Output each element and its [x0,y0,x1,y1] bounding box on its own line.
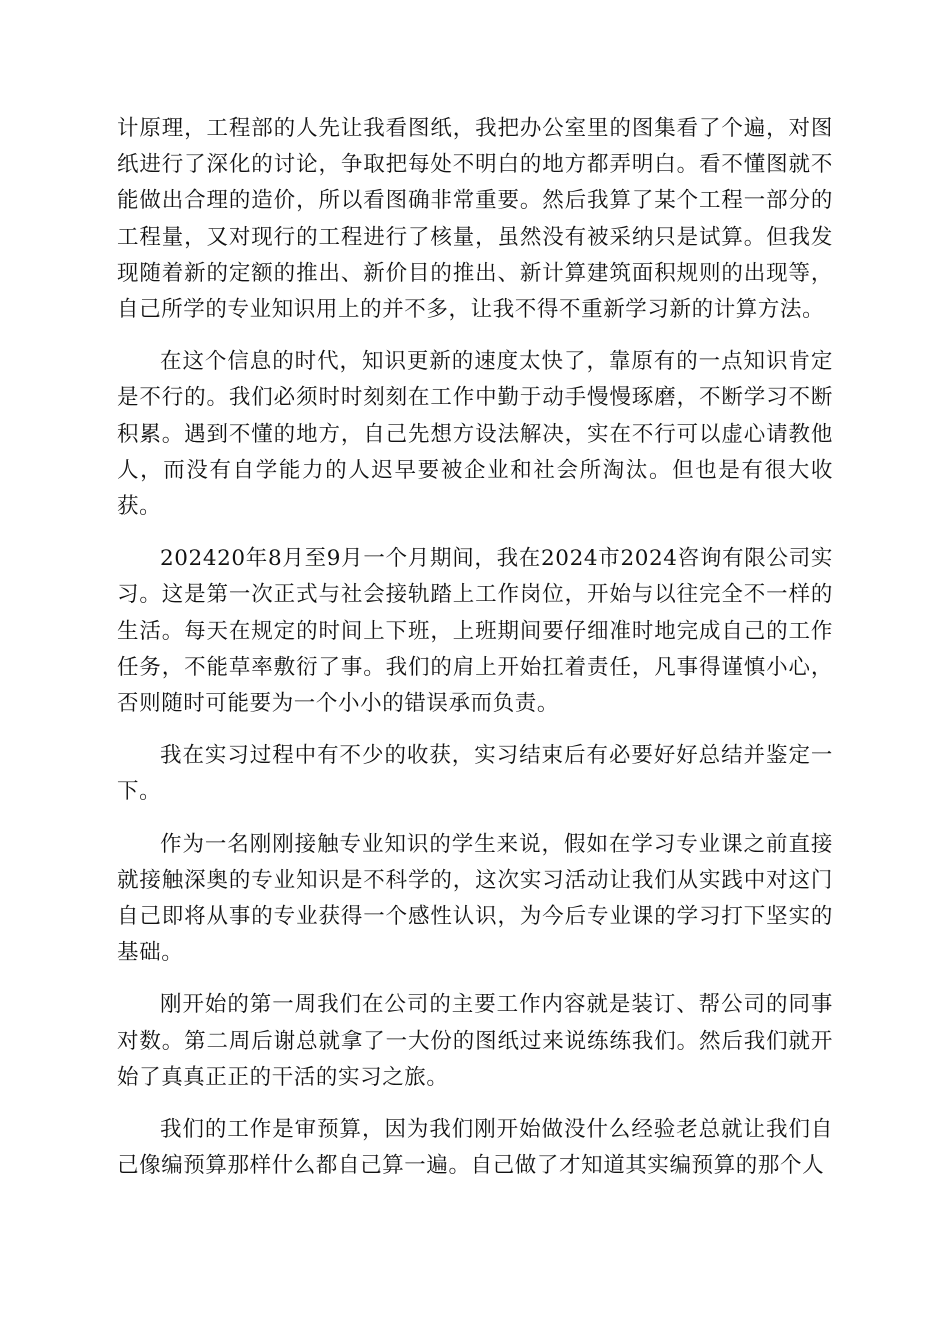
paragraph-6: 刚开始的第一周我们在公司的主要工作内容就是装订、帮公司的同事对数。第二周后谢总就拿了一大份的图纸过来说练练我们。然后我们就开始了真真正正的干活的实习之旅。 [117,992,833,1090]
paragraph-7: 我们的工作是审预算，因为我们刚开始做没什么经验老总就让我们自己像编预算那样什么都自己算一遍。自己做了才知道其实编预算的那个人 [117,1117,833,1179]
paragraph-5: 作为一名刚刚接触专业知识的学生来说，假如在学习专业课之前直接就接触深奥的专业知识是不科学的，这次实习活动让我们从实践中对这门自己即将从事的专业获得一个感性认识，为今后专业课的学习打下坚实的基础。 [117,831,833,966]
paragraph-4: 我在实习过程中有不少的收获，实习结束后有必要好好总结并鉴定一下。 [117,743,833,805]
paragraph-1: 计原理，工程部的人先让我看图纸，我把办公室里的图集看了个遍，对图纸进行了深化的讨论，争取把每处不明白的地方都弄明白。看不懂图就不能做出合理的造价，所以看图确非常重要。然后我算了某个工程一部分的工程量，又对现行的工程进行了核量，虽然没有被采纳只是试算。但我发现随着新的定额的推出、新价目的推出、新计算建筑面积规则的出现等，自己所学的专业知识用上的并不多，让我不得不重新学习新的计算方法。 [117,116,833,323]
paragraph-3: 202420年8月至9月一个月期间，我在2024市2024咨询有限公司实习。这是第一次正式与社会接轨踏上工作岗位，开始与以往完全不一样的生活。每天在规定的时间上下班，上班期间要仔细准时地完成自己的工作任务，不能草率敷衍了事。我们的肩上开始扛着责任，凡事得谨慎小心，否则随时可能要为一个小小的错误承而负责。 [117,546,833,717]
paragraph-2: 在这个信息的时代，知识更新的速度太快了，靠原有的一点知识肯定是不行的。我们必须时时刻刻在工作中勤于动手慢慢琢磨，不断学习不断积累。遇到不懂的地方，自己先想方设法解决，实在不行可以虚心请教他人，而没有自学能力的人迟早要被企业和社会所淘汰。但也是有很大收获。 [117,349,833,520]
document-body [117,111,833,1200]
